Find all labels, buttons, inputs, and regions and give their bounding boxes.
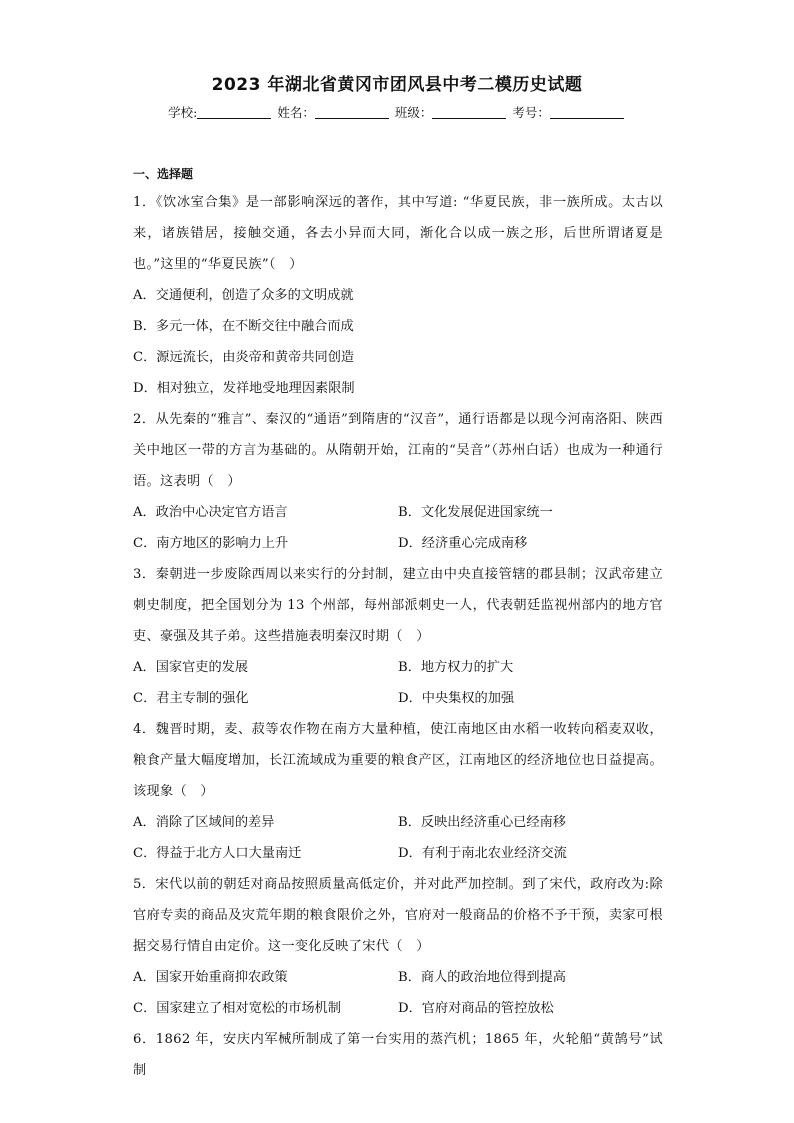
question [133, 1024, 663, 1086]
option-c: C．南方地区的影响力上升 [133, 536, 289, 551]
class-blank[interactable] [432, 106, 506, 119]
option-c: C．国家建立了相对宽松的市场机制 [133, 1001, 341, 1016]
question-stem: 6．1862 年，安庆内军械所制成了第一台实用的蒸汽机；1865 年，火轮船“黄鹄号”试制 [133, 1032, 663, 1078]
option-b: B．文化发展促进国家统一 [398, 505, 553, 520]
option-b: B．商人的政治地位得到提高 [398, 970, 566, 985]
student-info-line [0, 103, 794, 121]
section-heading: 一、选择题 [133, 167, 194, 181]
option-c: C．得益于北方人口大量南迁 [133, 846, 302, 861]
option-row [133, 962, 663, 993]
name-blank[interactable] [315, 106, 389, 119]
option-row [133, 838, 663, 869]
option-b: B．地方权力的扩大 [398, 660, 514, 675]
school-blank[interactable] [197, 106, 271, 119]
question [133, 559, 663, 714]
option-d: D．有利于南北农业经济交流 [398, 846, 567, 861]
question-stem: 5．宋代以前的朝廷对商品按照质量高低定价，并对此严加控制。到了宋代，政府改为:除官府专卖的商品及灾荒年期的粮食限价之外，官府对一般商品的价格不予干预，卖家可根据交易行情自由定价。这一变化反映了宋代（ ） [133, 877, 663, 954]
option-row [133, 528, 663, 559]
exam-title: 2023 年湖北省黄冈市团风县中考二模历史试题 [211, 75, 583, 95]
option-a: A．政治中心决定官方语言 [133, 505, 288, 520]
question-stem: 1．《饮冰室合集》是一部影响深远的著作，其中写道: “华夏民族，非一族所成。太古以来，诸族错居，接触交通，各去小异而大同，渐化合以成一族之形，后世所谓诸夏是也。”这里的“华夏民族”（ ） [133, 195, 663, 272]
option-d: D．相对独立，发祥地受地理因素限制 [133, 381, 355, 396]
class-label: 班级： [394, 105, 433, 120]
option-row [133, 807, 663, 838]
question [133, 187, 663, 404]
option-c: C．源远流长，由炎帝和黄帝共同创造 [133, 350, 355, 365]
option-b: B．多元一体，在不断交往中融合而成 [133, 319, 354, 334]
question-stem: 4．魏晋时期，麦、菽等农作物在南方大量种植，使江南地区由水稻一收转向稻麦双收，粮食产量大幅度增加，长江流域成为重要的粮食产区，江南地区的经济地位也日益提高。该现象（ ） [133, 722, 663, 799]
option-a: A．消除了区域间的差异 [133, 815, 275, 830]
question [133, 869, 663, 1024]
question [133, 404, 663, 559]
option-d: D．经济重心完成南移 [398, 536, 528, 551]
option-row [133, 652, 663, 683]
option-d: D．中央集权的加强 [398, 691, 515, 706]
option-b: B．反映出经济重心已经南移 [398, 815, 566, 830]
number-blank[interactable] [550, 106, 624, 119]
option-a: A．国家开始重商抑农政策 [133, 970, 288, 985]
question [133, 714, 663, 869]
question-stem: 3．秦朝进一步废除西周以来实行的分封制，建立由中央直接管辖的郡县制；汉武帝建立刺史制度，把全国划分为 13 个州部，每州部派刺史一人，代表朝廷监视州部内的地方官吏、豪强及其子弟。这些措施表明秦汉时期（ ） [133, 567, 663, 644]
number-label: 考号： [512, 105, 550, 120]
option-d: D．官府对商品的管控放松 [398, 1001, 554, 1016]
option-a: A．国家官吏的发展 [133, 660, 249, 675]
option-a: A．交通便利，创造了众多的文明成就 [133, 288, 354, 303]
name-label: 姓名： [277, 105, 315, 120]
question-stem: 2．从先秦的“雅言”、秦汉的“通语”到隋唐的“汉音”，通行语都是以现今河南洛阳、陕西关中地区一带的方言为基础的。从隋朝开始，江南的“吴音”（苏州白话）也成为一种通行语。这表明（ ） [133, 412, 663, 489]
option-row [133, 993, 663, 1024]
option-c: C．君主专制的强化 [133, 691, 249, 706]
option-row [133, 497, 663, 528]
option-row [133, 683, 663, 714]
question-list [133, 187, 663, 1086]
school-label: 学校: [168, 105, 198, 120]
